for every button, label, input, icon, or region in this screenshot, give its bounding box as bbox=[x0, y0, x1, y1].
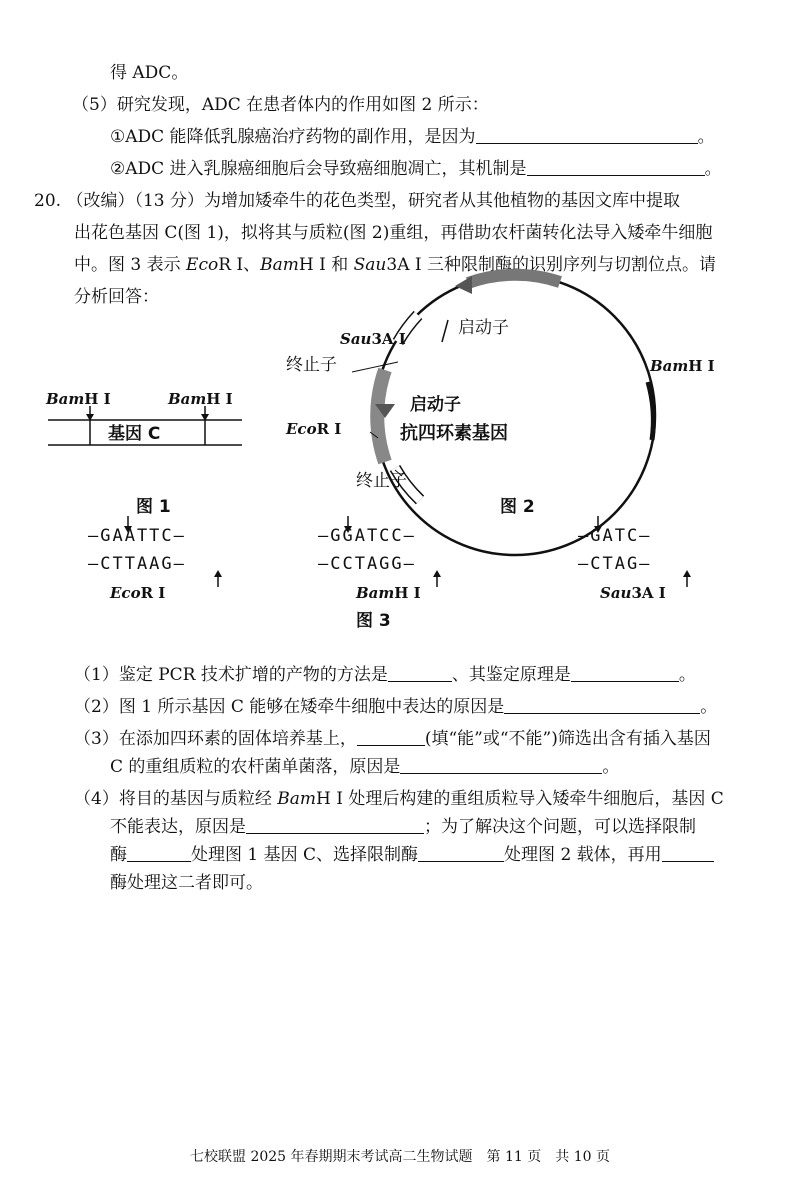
page-footer: 七校联盟 2025 年春期期末考试高二生物试题 第 11 页 共 10 页 bbox=[190, 1149, 610, 1165]
answer-blank[interactable] bbox=[400, 755, 602, 774]
text: Sau bbox=[600, 584, 632, 602]
text: C 的重组质粒的农杆菌单菌落，原因是 bbox=[110, 757, 401, 777]
text: 。 bbox=[704, 159, 722, 179]
text: （4）将目的基因与质粒经 bbox=[74, 789, 278, 809]
text-line bbox=[110, 754, 619, 780]
text: 出花色基因 C(图 1)，拟将其与质粒(图 2)重组，再借助农杆菌转化法导入矮牵牛细胞 bbox=[74, 223, 713, 243]
enzyme-name: Eco bbox=[186, 255, 219, 275]
figure-1-label: 图 1 bbox=[136, 497, 171, 517]
plasmid-promoter-outer: 启动子 bbox=[458, 318, 509, 338]
text: 。 bbox=[602, 757, 620, 777]
text-line bbox=[110, 870, 263, 896]
plasmid-promoter-inner: 启动子 bbox=[410, 395, 461, 415]
text: Bam bbox=[650, 357, 689, 375]
text: 3A Ⅰ bbox=[371, 330, 406, 348]
question-20-4 bbox=[74, 786, 724, 812]
figure-2-label: 图 2 bbox=[500, 497, 535, 517]
sau3ai-top-strand: —GATC— bbox=[578, 526, 652, 546]
text: Bam bbox=[46, 390, 85, 408]
text: 酶 bbox=[110, 845, 127, 865]
text: （3）在添加四环素的固体培养基上， bbox=[74, 729, 357, 749]
text: R Ⅰ bbox=[140, 584, 166, 602]
text: 3A Ⅰ bbox=[631, 584, 666, 602]
plasmid-tet-gene: 抗四环素基因 bbox=[400, 423, 508, 444]
text: （改编）（13 分）为增加矮牵牛的花色类型，研究者从其他植物的基因文库中提取 bbox=[66, 191, 680, 211]
question-20-2 bbox=[74, 694, 717, 720]
figure-3-label: 图 3 bbox=[356, 611, 391, 631]
text: （1）鉴定 PCR 技术扩增的产物的方法是 bbox=[74, 665, 388, 685]
text: (填“能”或“不能”)筛选出含有插入基因 bbox=[424, 729, 711, 749]
answer-blank[interactable] bbox=[357, 727, 425, 746]
ecori-label bbox=[110, 584, 165, 602]
bamhi-bottom-strand: —CCTAGG— bbox=[318, 554, 416, 574]
text: Eco bbox=[110, 584, 141, 602]
text: 不能表达，原因是 bbox=[110, 817, 246, 837]
enzyme-name: Bam bbox=[260, 255, 299, 275]
text: ①ADC 能降低乳腺癌治疗药物的副作用，是因为 bbox=[110, 127, 476, 147]
enzyme-name: Sau bbox=[353, 255, 387, 275]
question-20-1 bbox=[74, 662, 696, 688]
text: 。 bbox=[678, 665, 696, 685]
plasmid-terminator-top: 终止子 bbox=[286, 355, 337, 375]
text: Bam bbox=[356, 584, 395, 602]
text: 。 bbox=[700, 697, 718, 717]
bamhi-label bbox=[356, 584, 421, 602]
question-number: 20. bbox=[34, 191, 62, 211]
ecori-top-strand: —GAATTC— bbox=[88, 526, 186, 546]
text: R Ⅰ bbox=[316, 420, 342, 438]
answer-blank[interactable] bbox=[127, 843, 191, 862]
enzyme-name: Bam bbox=[277, 789, 316, 809]
text: 处理图 2 载体，再用 bbox=[504, 845, 662, 865]
text: H Ⅰ bbox=[206, 390, 233, 408]
answer-blank[interactable] bbox=[571, 663, 679, 682]
text: 。 bbox=[697, 127, 715, 147]
text: ；为了解决这个问题，可以选择限制 bbox=[424, 817, 696, 837]
text: Eco bbox=[286, 420, 317, 438]
answer-blank[interactable] bbox=[388, 663, 452, 682]
text: （2）图 1 所示基因 C 能够在矮牵牛细胞中表达的原因是 bbox=[74, 697, 505, 717]
text: 得 ADC。 bbox=[110, 63, 189, 83]
sau3ai-bottom-strand: —CTAG— bbox=[578, 554, 652, 574]
question-20-3 bbox=[74, 726, 711, 752]
text: 3A Ⅰ 三种限制酶的识别序列与切割位点。请 bbox=[386, 255, 716, 275]
answer-blank[interactable] bbox=[418, 843, 504, 862]
text: Bam bbox=[168, 390, 207, 408]
text: Sau bbox=[340, 330, 372, 348]
plasmid-terminator-bottom: 终止子 bbox=[356, 471, 407, 491]
answer-blank[interactable] bbox=[504, 695, 700, 714]
ecori-bottom-strand: —CTTAAG— bbox=[88, 554, 186, 574]
text: R Ⅰ、 bbox=[218, 255, 261, 275]
answer-blank[interactable] bbox=[662, 843, 714, 862]
text: 中。图 3 表示 bbox=[74, 255, 187, 275]
text-line bbox=[110, 814, 696, 840]
text: 分析回答： bbox=[74, 287, 159, 307]
text: H Ⅰ 处理后构建的重组质粒导入矮牵牛细胞后，基因 C bbox=[315, 789, 724, 809]
text: ②ADC 进入乳腺癌细胞后会导致癌细胞凋亡，其机制是 bbox=[110, 159, 527, 179]
bamhi-top-strand: —GGATCC— bbox=[318, 526, 416, 546]
text-line bbox=[110, 842, 714, 868]
text: H Ⅰ bbox=[394, 584, 421, 602]
answer-blank[interactable] bbox=[246, 815, 424, 834]
text: 处理图 1 基因 C、选择限制酶 bbox=[191, 845, 419, 865]
text: 、其鉴定原理是 bbox=[451, 665, 571, 685]
gene-c-label: 基因 C bbox=[108, 424, 161, 444]
text: H Ⅰ 和 bbox=[298, 255, 354, 275]
text: H Ⅰ bbox=[688, 357, 715, 375]
text: H Ⅰ bbox=[84, 390, 111, 408]
text: 酶处理这二者即可。 bbox=[110, 873, 263, 893]
text: （5）研究发现，ADC 在患者体内的作用如图 2 所示： bbox=[72, 95, 489, 115]
sau3ai-label bbox=[600, 584, 666, 602]
